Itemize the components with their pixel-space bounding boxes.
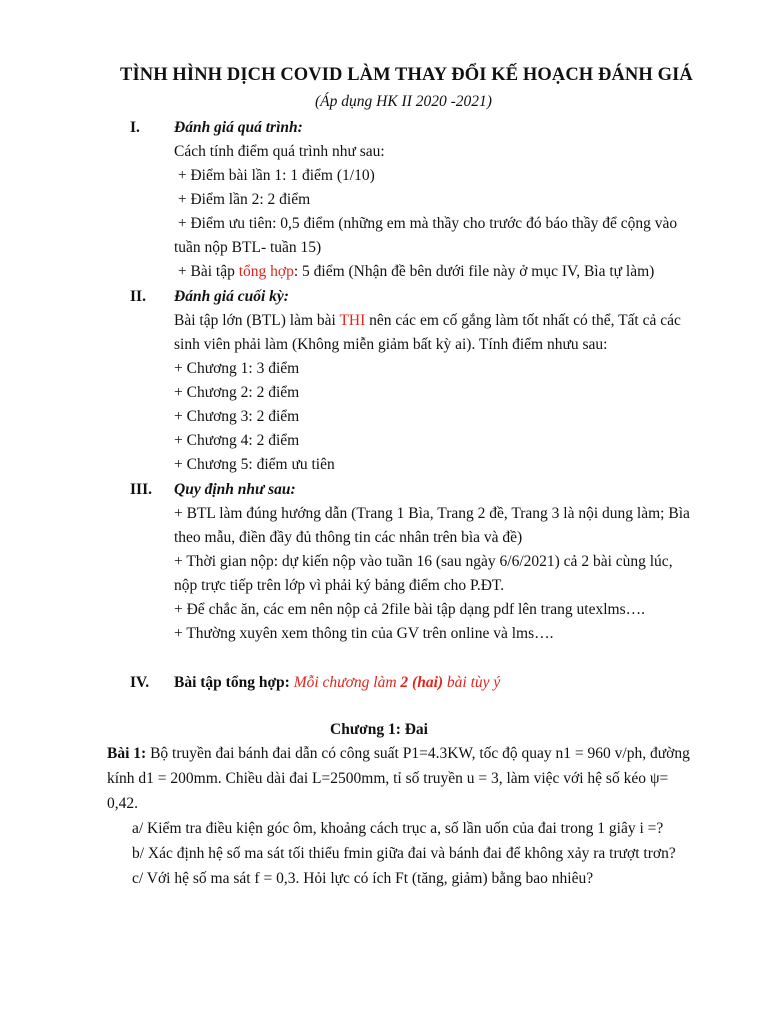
text-span: nên các em cố gắng làm tốt nhất có thể, Tất cả các (365, 312, 681, 329)
text-span: : 5 điểm (Nhận đề bên dưới file này ở mục IV, Bìa tự làm) (293, 263, 655, 280)
red-italic-text: Mỗi chương làm (293, 674, 401, 691)
section-3-line: + BTL làm đúng hướng dẫn (Trang 1 Bìa, Trang 2 đề, Trang 3 là nội dung làm; Bìa (174, 505, 690, 522)
section-1-line-last (174, 263, 654, 282)
text-span: Bộ truyền đai bánh đai dẫn có công suất P1=4.3KW, tốc độ quay n1 = 960 v/ph, đường (146, 745, 690, 762)
section-2-line: + Chương 5: điểm ưu tiên (174, 456, 335, 473)
section-2-heading: Đánh giá cuối kỳ: (174, 288, 289, 305)
question-a: a/ Kiểm tra điều kiện góc ôm, khoảng cách trục a, số lần uốn của đai trong 1 giây i =? (132, 820, 664, 837)
section-2-line: + Chương 3: 2 điểm (174, 408, 300, 425)
section-4-heading-line (174, 674, 500, 693)
section-2-number: II. (130, 288, 146, 305)
problem-line: kính d1 = 200mm. Chiều dài đai L=2500mm, tỉ số truyền u = 3, làm việc với hệ số kéo ψ= (107, 770, 669, 787)
section-2-line: + Chương 1: 3 điểm (174, 360, 300, 377)
section-1-line: + Điểm bài lần 1: 1 điểm (1/10) (174, 167, 375, 184)
section-3-line: nộp trực tiếp trên lớp vì phải ký bảng điểm cho P.ĐT. (174, 577, 505, 594)
section-1-line: tuần nộp BTL- tuần 15) (174, 239, 322, 256)
document-title: TÌNH HÌNH DỊCH COVID LÀM THAY ĐỔI KẾ HOẠCH ĐÁNH GIÁ (120, 65, 693, 85)
red-bold-text: 2 (hai) (400, 674, 444, 691)
red-highlight: tổng hợp (238, 263, 294, 280)
problem-label: Bài 1: (107, 745, 147, 762)
section-2-line-first (174, 312, 681, 331)
section-4-number: IV. (130, 674, 150, 691)
section-3-heading: Quy định như sau: (174, 481, 296, 498)
problem-line-first (107, 745, 690, 764)
section-1-heading: Đánh giá quá trình: (174, 119, 303, 136)
section-1-number: I. (130, 119, 140, 136)
section-1-line: Cách tính điểm quá trình như sau: (174, 143, 385, 160)
red-highlight: THI (339, 312, 366, 329)
section-1-line: + Điểm lần 2: 2 điểm (174, 191, 311, 208)
problem-line: 0,42. (107, 795, 138, 812)
section-2-line: sinh viên phải làm (Không miễn giảm bất kỳ ai). Tính điểm nhưu sau: (174, 336, 608, 353)
chapter-title: Chương 1: Đai (330, 721, 428, 738)
question-c: c/ Với hệ số ma sát f = 0,3. Hỏi lực có ích Ft (tăng, giảm) bằng bao nhiêu? (132, 870, 594, 887)
section-3-line: + Để chắc ăn, các em nên nộp cả 2file bài tập dạng pdf lên trang utexlms…. (174, 601, 645, 618)
section-3-number: III. (130, 481, 152, 498)
text-span: + Bài tập (174, 263, 239, 280)
section-3-line: theo mẫu, điền đầy đủ thông tin các nhân trên bìa và đề) (174, 529, 523, 546)
section-3-line: + Thường xuyên xem thông tin của GV trên online và lms…. (174, 625, 554, 642)
section-3-line: + Thời gian nộp: dự kiến nộp vào tuần 16 (sau ngày 6/6/2021) cả 2 bài cùng lúc, (174, 553, 673, 570)
document-subtitle: (Áp dụng HK II 2020 -2021) (315, 93, 492, 110)
section-1-line: + Điểm ưu tiên: 0,5 điểm (những em mà thầy cho trước đó báo thầy để cộng vào (174, 215, 678, 232)
red-italic-text: bài tùy ý (443, 674, 501, 691)
question-b: b/ Xác định hệ số ma sát tối thiểu fmin giữa đai và bánh đai để không xảy ra trượt trơn? (132, 845, 676, 862)
section-2-line: + Chương 2: 2 điểm (174, 384, 300, 401)
text-span: Bài tập lớn (BTL) làm bài (174, 312, 340, 329)
section-4-heading: Bài tập tổng hợp: (174, 674, 290, 691)
section-2-line: + Chương 4: 2 điểm (174, 432, 300, 449)
